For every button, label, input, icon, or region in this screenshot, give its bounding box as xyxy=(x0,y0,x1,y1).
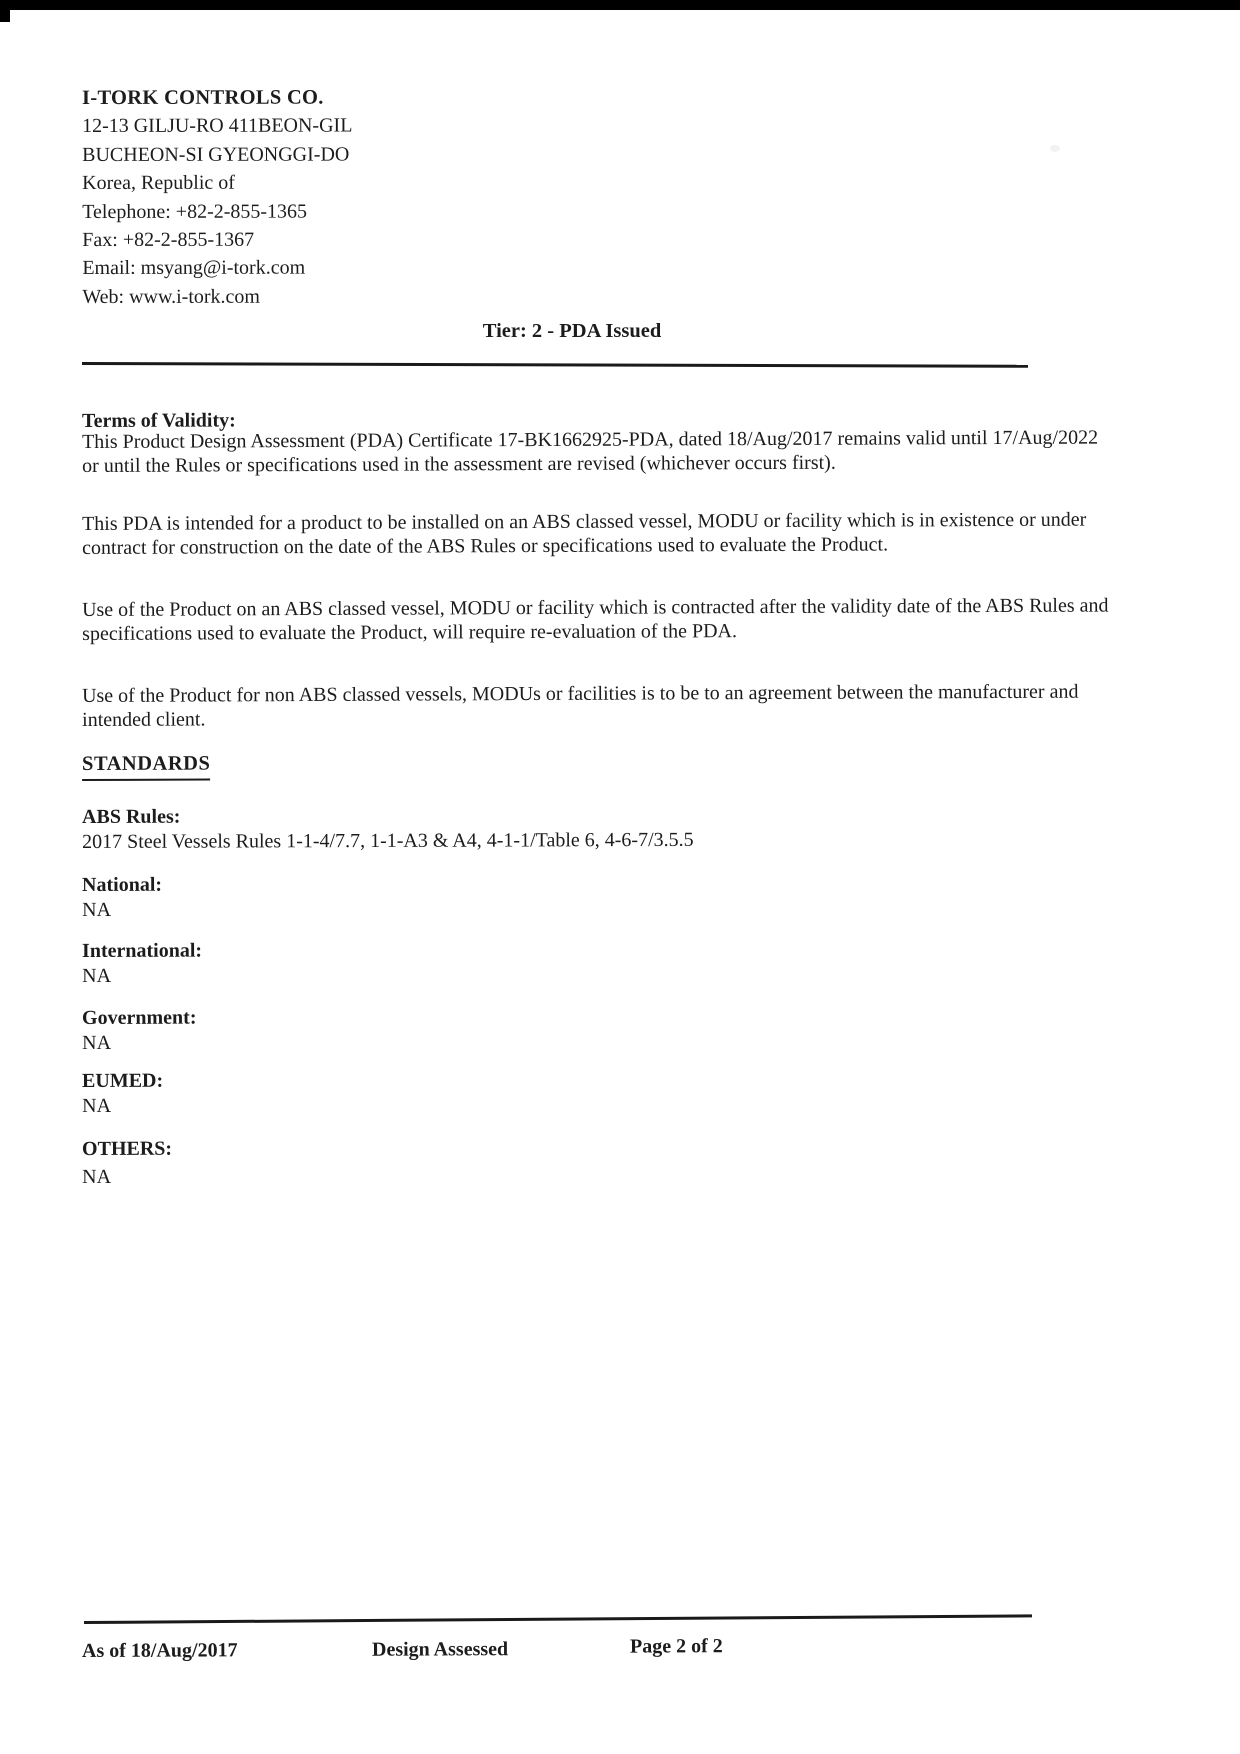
standards-value: NA xyxy=(82,1094,112,1117)
terms-paragraph-non-abs: Use of the Product for non ABS classed vessels, MODUs or facilities is to be to an agreement between the manufacturer and intended client. xyxy=(82,680,1079,731)
terms-paragraph-installation: This PDA is intended for a product to be installed on an ABS classed vessel, MODU or facility which is in existence or under contract for construction on the date of the ABS Rules or specifications used to evaluate the Product. xyxy=(82,508,1087,559)
fax-line: Fax: +82-2-855-1367 xyxy=(82,228,255,252)
standards-section-others xyxy=(82,1134,1112,1189)
scan-smudge-artifact xyxy=(1050,145,1060,152)
standards-value: 2017 Steel Vessels Rules 1-1-4/7.7, 1-1-A3 & A4, 4-1-1/Table 6, 4-6-7/3.5.5 xyxy=(82,828,694,853)
company-name: I-TORK CONTROLS CO. xyxy=(82,86,324,109)
terms-paragraph-reevaluation: Use of the Product on an ABS classed vessel, MODU or facility which is contracted after the validity date of the ABS Rules and specifications used to evaluate the Product, will require re-evaluation of the PDA. xyxy=(82,594,1109,645)
terms-paragraph-validity: This Product Design Assessment (PDA) Certificate 17-BK1662925-PDA, dated 18/Aug/2017 remains valid until 17/Aug/2022 or until the Rules or specifications used in the assessment are revised (whichever occurs first). xyxy=(82,426,1099,477)
standards-label: Government: xyxy=(82,1006,197,1029)
standards-section-abs-rules xyxy=(82,802,1112,854)
footer-divider-rule xyxy=(84,1614,1032,1624)
address-line-2: BUCHEON-SI GYEONGGI-DO xyxy=(82,143,350,166)
scan-edge-artifact xyxy=(0,0,1240,10)
standards-section-national xyxy=(82,870,1112,922)
standards-value: NA xyxy=(82,964,112,987)
tier-title: Tier: 2 - PDA Issued xyxy=(482,320,662,342)
email-line: Email: msyang@i-tork.com xyxy=(82,257,306,280)
standards-value: NA xyxy=(82,1031,112,1054)
standards-section-government xyxy=(82,1003,1112,1055)
page-footer xyxy=(0,1635,1240,1670)
standards-label: ABS Rules: xyxy=(82,805,181,828)
telephone-line: Telephone: +82-2-855-1365 xyxy=(82,200,308,223)
standards-value: NA xyxy=(82,898,112,921)
scan-edge-corner-artifact xyxy=(0,0,10,22)
address-line-1: 12-13 GILJU-RO 411BEON-GIL xyxy=(82,114,353,138)
standards-label: International: xyxy=(82,939,203,962)
footer-status: Design Assessed xyxy=(371,1638,509,1661)
standards-label: EUMED: xyxy=(82,1069,164,1092)
standards-label: OTHERS: xyxy=(82,1137,173,1160)
address-country: Korea, Republic of xyxy=(82,171,235,195)
web-line: Web: www.i-tork.com xyxy=(82,285,260,308)
footer-page-number: Page 2 of 2 xyxy=(629,1635,723,1658)
standards-value: NA xyxy=(82,1165,112,1188)
standards-label: National: xyxy=(82,873,163,896)
company-header xyxy=(82,84,353,312)
footer-as-of-date: As of 18/Aug/2017 xyxy=(81,1639,238,1662)
standards-section-international xyxy=(82,936,1112,988)
header-divider-rule xyxy=(82,362,1028,368)
standards-section-eumed xyxy=(82,1066,1112,1118)
terms-of-validity-heading: Terms of Validity: xyxy=(82,409,236,432)
standards-heading: STANDARDS xyxy=(82,753,210,781)
